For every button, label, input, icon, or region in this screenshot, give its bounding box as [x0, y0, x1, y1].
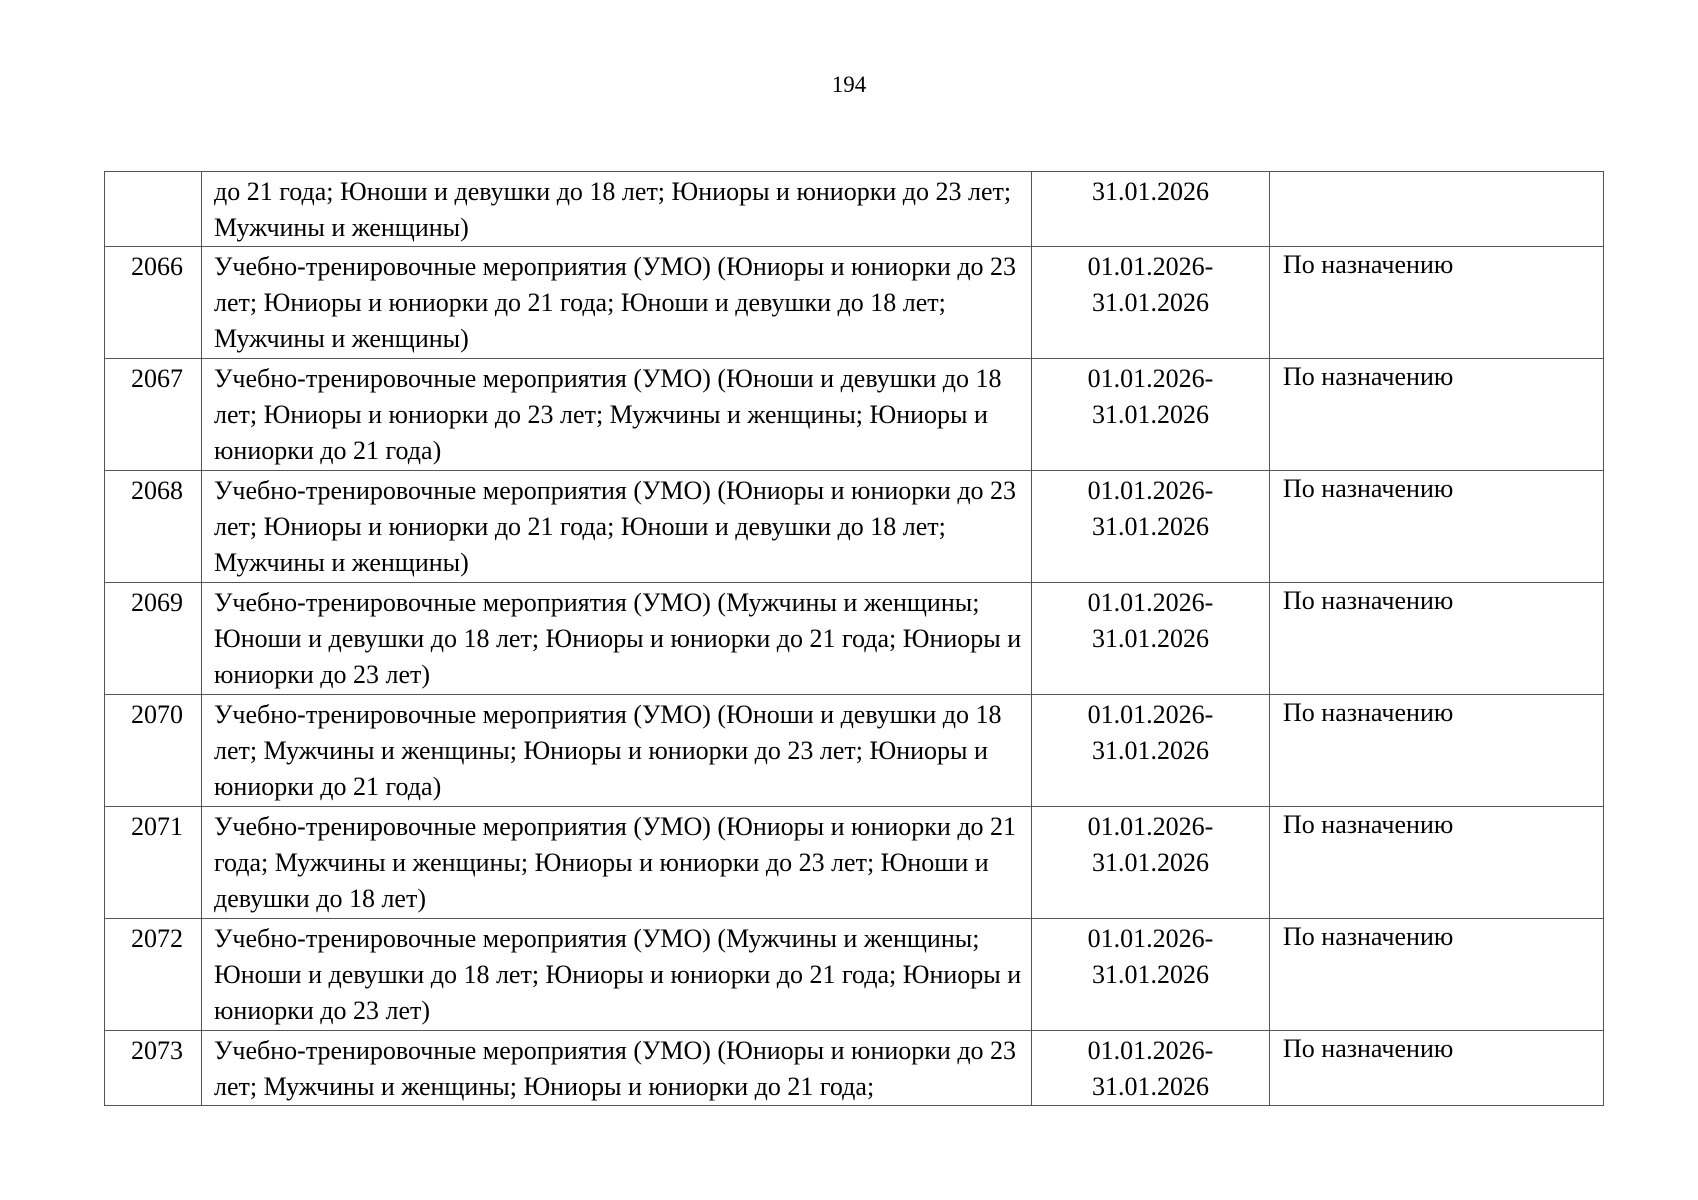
table-row [105, 583, 1604, 695]
table-row [105, 172, 1604, 247]
event-place: По назначению [1270, 695, 1604, 807]
event-place: По назначению [1270, 471, 1604, 583]
event-place: По назначению [1270, 919, 1604, 1031]
event-description: Учебно-тренировочные мероприятия (УМО) (Юниоры и юниорки до 23 лет; Юниоры и юниорки до 21 года; Юноши и девушки до 18 лет; Мужчины и женщины) [202, 247, 1032, 359]
event-description: до 21 года; Юноши и девушки до 18 лет; Юниоры и юниорки до 23 лет; Мужчины и женщины) [202, 172, 1032, 247]
row-number [105, 172, 202, 247]
event-place [1270, 172, 1604, 247]
event-description: Учебно-тренировочные мероприятия (УМО) (Юниоры и юниорки до 23 лет; Юниоры и юниорки до 21 года; Юноши и девушки до 18 лет; Мужчины и женщины) [202, 471, 1032, 583]
page-number: 194 [831, 72, 867, 97]
event-description: Учебно-тренировочные мероприятия (УМО) (Юноши и девушки до 18 лет; Мужчины и женщины; Юниоры и юниорки до 23 лет; Юниоры и юниорки до 21 года) [202, 695, 1032, 807]
event-place: По назначению [1270, 359, 1604, 471]
event-dates: 01.01.2026-31.01.2026 [1032, 1031, 1270, 1106]
table-row [105, 919, 1604, 1031]
event-description: Учебно-тренировочные мероприятия (УМО) (Мужчины и женщины; Юноши и девушки до 18 лет; Юниоры и юниорки до 21 года; Юниоры и юниорки до 23 лет) [202, 919, 1032, 1031]
row-number: 2068 [105, 471, 202, 583]
event-dates: 01.01.2026-31.01.2026 [1032, 359, 1270, 471]
event-dates: 01.01.2026-31.01.2026 [1032, 247, 1270, 359]
row-number: 2071 [105, 807, 202, 919]
event-dates: 01.01.2026-31.01.2026 [1032, 807, 1270, 919]
row-number: 2066 [105, 247, 202, 359]
event-description: Учебно-тренировочные мероприятия (УМО) (Юниоры и юниорки до 23 лет; Мужчины и женщины; Юниоры и юниорки до 21 года; [202, 1031, 1032, 1106]
event-dates: 01.01.2026-31.01.2026 [1032, 583, 1270, 695]
event-dates: 01.01.2026-31.01.2026 [1032, 919, 1270, 1031]
event-dates: 01.01.2026-31.01.2026 [1032, 695, 1270, 807]
event-place: По назначению [1270, 247, 1604, 359]
event-place: По назначению [1270, 583, 1604, 695]
event-dates: 31.01.2026 [1032, 172, 1270, 247]
event-description: Учебно-тренировочные мероприятия (УМО) (Мужчины и женщины; Юноши и девушки до 18 лет; Юниоры и юниорки до 21 года; Юниоры и юниорки до 23 лет) [202, 583, 1032, 695]
table-row [105, 807, 1604, 919]
table-row [105, 359, 1604, 471]
table-row [105, 247, 1604, 359]
event-place: По назначению [1270, 1031, 1604, 1106]
table-row [105, 695, 1604, 807]
table-row [105, 471, 1604, 583]
event-description: Учебно-тренировочные мероприятия (УМО) (Юниоры и юниорки до 21 года; Мужчины и женщины; Юниоры и юниорки до 23 лет; Юноши и девушки до 18 лет) [202, 807, 1032, 919]
row-number: 2073 [105, 1031, 202, 1106]
event-dates: 01.01.2026-31.01.2026 [1032, 471, 1270, 583]
row-number: 2070 [105, 695, 202, 807]
row-number: 2069 [105, 583, 202, 695]
row-number: 2067 [105, 359, 202, 471]
event-description: Учебно-тренировочные мероприятия (УМО) (Юноши и девушки до 18 лет; Юниоры и юниорки до 23 лет; Мужчины и женщины; Юниоры и юниорки до 21 года) [202, 359, 1032, 471]
events-table [104, 171, 1604, 1106]
table-row [105, 1031, 1604, 1106]
event-place: По назначению [1270, 807, 1604, 919]
row-number: 2072 [105, 919, 202, 1031]
